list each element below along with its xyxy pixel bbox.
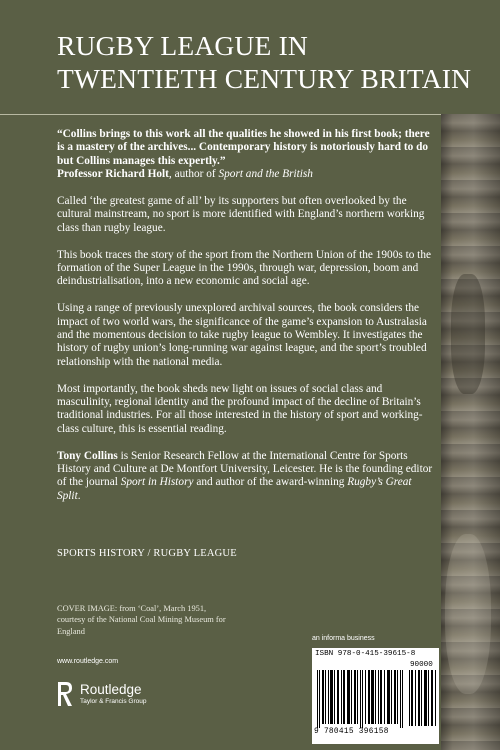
barcode-bars [317, 670, 405, 728]
bio-text-1: is Senior Research Fellow at the International Centre for Sports History and Culture at De Montfort University, Leicester. He is the founding editor of the journal [57, 449, 433, 489]
bio-journal: Sport in History [120, 476, 194, 489]
cover-image-text: from ‘Coal’, March 1951, courtesy of the National Coal Mining Museum for England [57, 604, 226, 636]
title-line-1: RUGBY LEAGUE IN [57, 30, 308, 61]
publisher-subtitle: Taylor & Francis Group [80, 698, 147, 705]
title-band [0, 0, 500, 114]
bio-text-3: . [77, 489, 81, 502]
quote-author-book: Sport and the British [218, 168, 313, 181]
cover-image-credit [57, 603, 227, 637]
description-paragraph-3: Using a range of previously unexplored archival sources, the book considers the impact of two world wars, the significance of the game’s expansion to Australasia and the momentous decision to take rugby league to Wembley. It investigates the history of rugby union’s long-running war against league, and the sport’s troubled relationship with the national media. [57, 302, 427, 368]
subject-category: SPORTS HISTORY / RUGBY LEAGUE [57, 548, 237, 559]
publisher-url: www.routledge.com [57, 658, 119, 665]
title-line-2: TWENTIETH CENTURY BRITAIN [57, 63, 472, 94]
addon-barcode-bars [409, 670, 437, 726]
routledge-r-icon [56, 680, 74, 708]
photo-highlight [445, 534, 491, 694]
isbn-number: ISBN 978-0-415-39615-8 [315, 650, 416, 658]
author-name: Tony Collins [57, 449, 118, 462]
quote-author-role: , author of [168, 168, 219, 181]
book-title [57, 29, 471, 95]
description-paragraph-1: Called ‘the greatest game of all’ by its supporters but often overlooked by the cultural mainstream, no sport is more identified with England’s northern working class than rugby league. [57, 195, 425, 234]
description-paragraph-4: Most importantly, the book sheds new light on issues of social class and masculinity, regional identity and the profound impact of the decline of Britain’s traditional industries. For all those interested in the history of sport and working-class culture, this is essential reading. [57, 382, 423, 435]
informa-tagline: an informa business [312, 635, 375, 642]
bio-text-2: and author of the award-winning [193, 476, 348, 489]
quote-author: Professor Richard Holt [57, 168, 169, 181]
publisher-text [80, 682, 146, 706]
blurb [57, 128, 433, 503]
review-quote [57, 128, 433, 182]
publisher-name: Routledge [80, 682, 142, 697]
barcode-digits: 9 780415 396158 [314, 728, 389, 736]
photo-shadow [451, 274, 485, 394]
quote-text: “Collins brings to this work all the qualities he showed in his first book; there is a mastery of the archives... Contemporary history is notoriously hard to do but Collins manages this expertly.” [57, 128, 430, 167]
title-divider [0, 114, 441, 115]
price-addon-code: 90000 [410, 661, 433, 669]
cover-photo-strip [441, 114, 500, 750]
cover-image-label: COVER IMAGE: [57, 604, 118, 613]
bio-book: Rugby’s Great Split [57, 476, 412, 502]
description-paragraph-2: This book traces the story of the sport from the Northern Union of the 1900s to the formation of the Super League in the 1990s, through war, depression, boom and deindustrialisation, into a new economic and social age. [57, 248, 431, 288]
isbn-barcode [312, 648, 439, 744]
author-bio [57, 450, 433, 504]
publisher-logo [56, 680, 146, 708]
